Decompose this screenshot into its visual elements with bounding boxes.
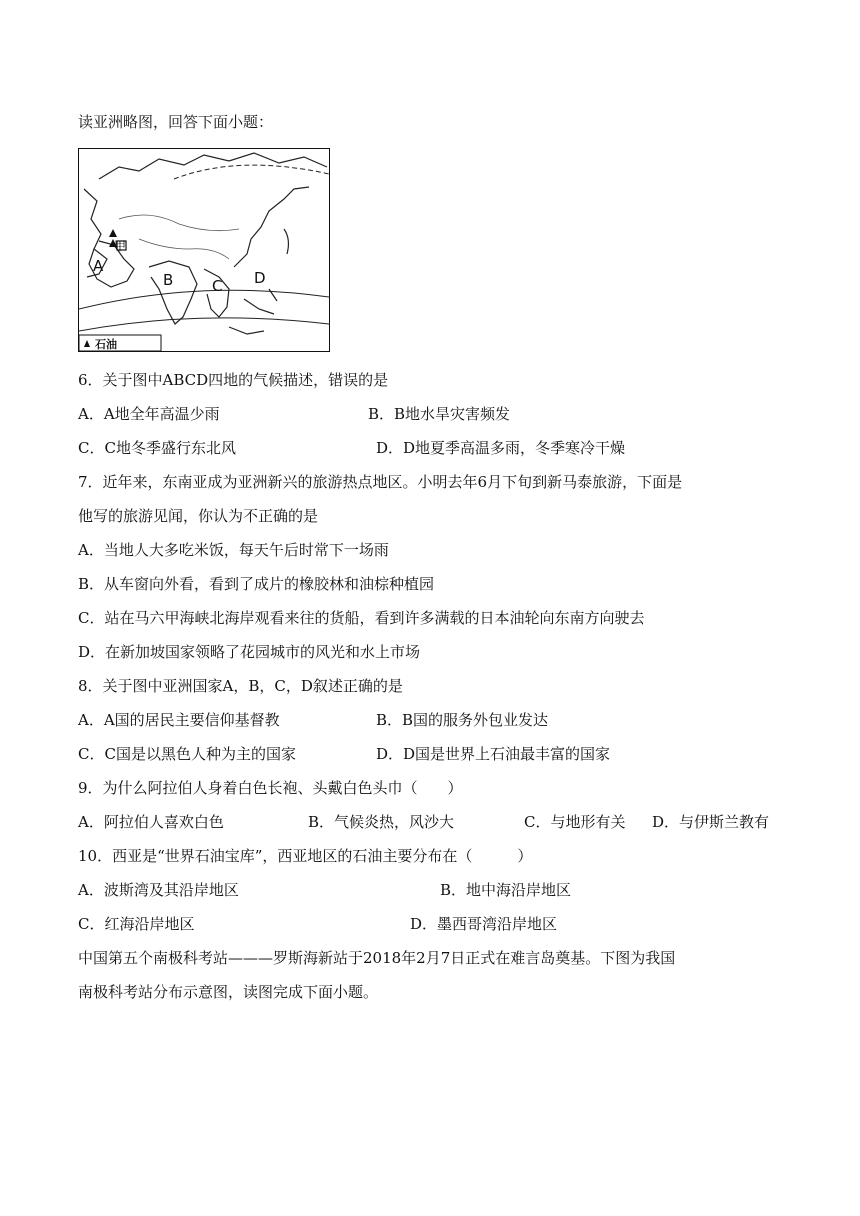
- q9-option-d: D．与伊斯兰教有: [652, 813, 770, 831]
- q6-option-a: A．A地全年高温少雨: [78, 405, 220, 423]
- q7-stem-line2: 他写的旅游见闻，你认为不正确的是: [78, 507, 319, 525]
- q10-option-c: C．红海沿岸地区: [78, 915, 195, 933]
- map-label-a: A: [93, 257, 104, 275]
- q8-stem: 8．关于图中亚洲国家A，B，C，D叙述正确的是: [78, 677, 403, 695]
- q10-option-d: D．墨西哥湾沿岸地区: [410, 915, 558, 933]
- q9-option-c: C．与地形有关: [524, 813, 626, 831]
- q7-option-b: B．从车窗向外看，看到了成片的橡胶林和油棕种植园: [78, 575, 435, 593]
- q9-option-a: A．阿拉伯人喜欢白色: [78, 813, 224, 831]
- q6-option-b: B．B地水旱灾害频发: [368, 405, 511, 423]
- asia-sketch-map: [78, 148, 330, 352]
- outro-line2: 南极科考站分布示意图，读图完成下面小题。: [78, 983, 379, 1001]
- q9-option-b: B．气候炎热，风沙大: [308, 813, 455, 831]
- q8-option-a: A．A国的居民主要信仰基督教: [78, 711, 280, 729]
- q6-stem: 6．关于图中ABCD四地的气候描述，错误的是: [78, 371, 389, 389]
- q8-option-b: B．B国的服务外包业发达: [376, 711, 549, 729]
- map-label-c: C: [212, 277, 223, 295]
- q10-stem: 10．西亚是“世界石油宝库”，西亚地区的石油主要分布在（ ）: [78, 847, 533, 865]
- outro-line1: 中国第五个南极科考站———罗斯海新站于2018年2月7日正式在难言岛奠基。下图为我国: [78, 949, 676, 967]
- q9-stem: 9．为什么阿拉伯人身着白色长袍、头戴白色头巾（ ）: [78, 779, 463, 797]
- q6-option-d: D．D地夏季高温多雨，冬季寒冷干燥: [376, 439, 626, 457]
- q10-option-a: A．波斯湾及其沿岸地区: [78, 881, 239, 899]
- q7-stem-line1: 7．近年来，东南亚成为亚洲新兴的旅游热点地区。小明去年6月下旬到新马泰旅游，下面是: [78, 473, 683, 491]
- map-label-d: D: [254, 269, 266, 287]
- map-label-jia: 甲: [114, 239, 127, 253]
- q7-option-a: A．当地人大多吃米饭，每天午后时常下一场雨: [78, 541, 389, 559]
- q8-option-d: D．D国是世界上石油最丰富的国家: [376, 745, 611, 763]
- q8-option-c: C．C国是以黑色人种为主的国家: [78, 745, 296, 763]
- q7-option-d: D．在新加坡国家领略了花园城市的风光和水上市场: [78, 643, 421, 661]
- q7-option-c: C．站在马六甲海峡北海岸观看来往的货船，看到许多满载的日本油轮向东南方向驶去: [78, 609, 645, 627]
- q10-option-b: B．地中海沿岸地区: [440, 881, 572, 899]
- intro-text: 读亚洲略图，回答下面小题：: [78, 113, 274, 131]
- map-label-b: B: [163, 271, 174, 289]
- map-legend-oil-label: 石油: [95, 338, 117, 351]
- q6-option-c: C．C地冬季盛行东北风: [78, 439, 236, 457]
